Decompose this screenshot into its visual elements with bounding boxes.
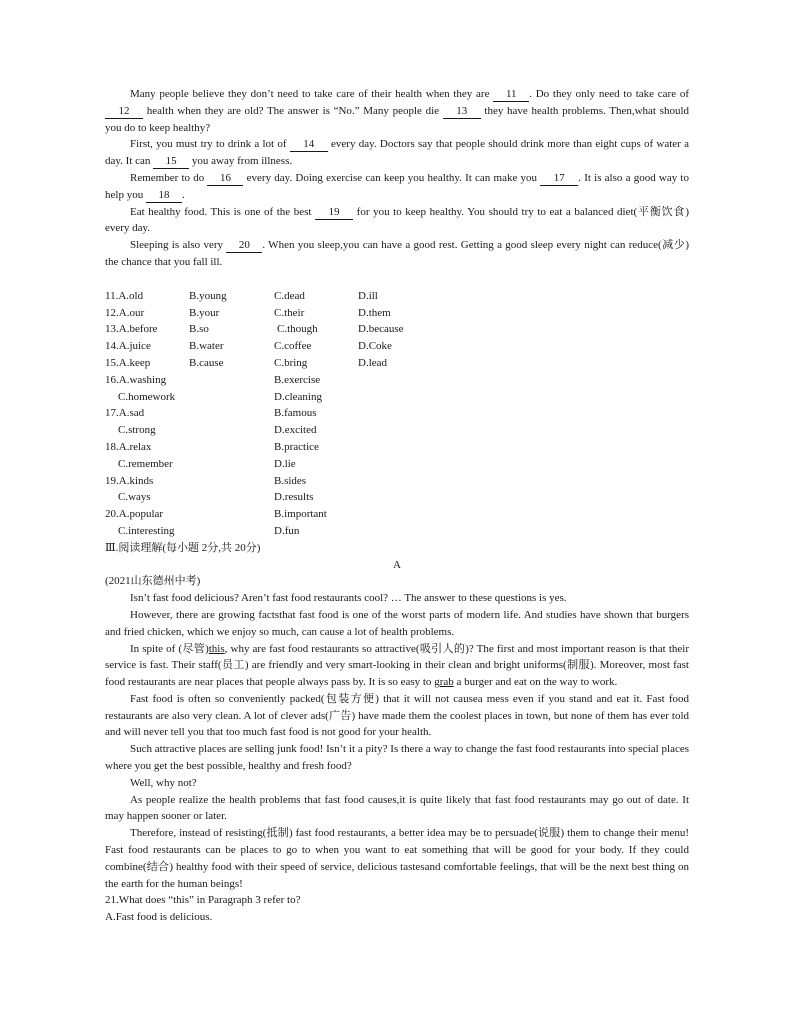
option-d: D.fun — [274, 524, 300, 537]
option-c: C.homework — [118, 390, 176, 403]
option-b: B.your — [189, 306, 220, 319]
option-d: D.lead — [358, 356, 388, 369]
option-a: 15.A.keep — [105, 356, 151, 369]
text: , why are fast food restaurants so attractive(吸引人的)? The first and most important reason is that their service is fast. Their staff(员工) are friendly and very smart-looking in their clean and bright uniforms(制服). Moreover, most fast food restaurants are near places that people always pass by. It is so easy to — [105, 642, 689, 689]
option-row — [105, 439, 689, 456]
blank-11: 11 — [493, 88, 529, 102]
reading-paragraph-4: Fast food is often so conveniently packed(包装方便) that it will not causea mess even if you stand and eat it. Fast food restaurants are also very clean. A lot of clever ads(广告) have made them the coolest places in town, but none of them has ever told and will never tell you that too much fast food is not good for your health. — [105, 692, 689, 739]
cloze-paragraph-5 — [105, 237, 689, 271]
blank-12: 12 — [105, 105, 143, 119]
underlined-this: this — [208, 642, 225, 655]
section-title: Ⅲ.阅读理解(每小题 2分,共 20分) — [105, 541, 261, 554]
blank-19: 19 — [315, 206, 353, 220]
option-row — [105, 288, 689, 305]
option-b: B.cause — [189, 356, 224, 369]
reading-paragraph-3 — [105, 641, 689, 691]
text: they have health problems. Then,what should you do to keep healthy? — [105, 104, 690, 134]
underlined-grab: grab — [434, 676, 454, 689]
option-c: C.remember — [118, 457, 173, 470]
option-d: D.ill — [358, 289, 378, 302]
option-c: C.dead — [274, 289, 305, 302]
reading-paragraph-8: Therefore, instead of resisting(抵制) fast food restaurants, a better idea may be to persuade(说服) them to change their menu! Fast food restaurants can be places to go to when you want to eat something that will be good for your body. If they could combine(结合) healthy food with their speed of service, delicious tastesand comfortable feelings, that will be the next best thing on the earth for the human beings! — [105, 827, 689, 890]
option-b: B.exercise — [274, 373, 321, 386]
text: First, you must try to drink a lot of — [130, 138, 290, 151]
option-row — [105, 338, 689, 355]
cloze-paragraph-2 — [105, 136, 689, 170]
text: health when they are old? The answer is “No.” Many people die — [143, 104, 443, 117]
option-a: 16.A.washing — [105, 373, 167, 386]
option-a: 19.A.kinds — [105, 474, 154, 487]
option-b: B.so — [189, 323, 209, 336]
option-row — [105, 506, 689, 523]
option-a: 13.A.before — [105, 323, 158, 336]
text: every day. Doctors say that people should drink more than eight cups of water a day. It can — [105, 138, 689, 168]
option-row — [105, 321, 689, 338]
passage-source: (2021山东德州中考) — [105, 575, 201, 588]
option-row — [105, 355, 689, 372]
option-b: B.practice — [274, 440, 319, 453]
option-d: D.cleaning — [274, 390, 322, 403]
option-d: D.them — [358, 306, 391, 319]
option-a: 20.A.popular — [105, 508, 164, 521]
blank-15: 15 — [153, 155, 189, 169]
text: In spite of (尽管) — [130, 642, 209, 655]
cloze-paragraph-4 — [105, 204, 689, 238]
cloze-paragraph-1 — [105, 86, 689, 136]
option-row — [105, 489, 689, 506]
option-c: C.though — [277, 323, 318, 336]
option-d: D.excited — [274, 424, 317, 437]
option-row — [105, 422, 689, 439]
reading-paragraph-5: Such attractive places are selling junk food! Isn’t it a pity? Is there a way to change the fast food restaurants into special places where you get the best possible, healthy and fresh food? — [105, 743, 689, 773]
blank-14: 14 — [290, 138, 328, 152]
cloze-paragraph-3 — [105, 170, 689, 204]
question-21: 21.What does “this” in Paragraph 3 refer to? — [105, 894, 301, 907]
text: . It is also a good way to help you — [105, 171, 689, 201]
text: you away from illness. — [189, 155, 293, 168]
blank-20: 20 — [226, 239, 262, 253]
blank-13: 13 — [443, 105, 481, 119]
option-row — [105, 372, 689, 389]
option-b: B.water — [189, 340, 224, 353]
option-row — [105, 523, 689, 540]
option-b: B.important — [274, 508, 327, 521]
option-b: B.young — [189, 289, 227, 302]
document-page — [105, 86, 689, 926]
text: . Do they only need to take care of — [529, 88, 689, 100]
option-c: C.their — [274, 306, 305, 319]
blank-16: 16 — [207, 172, 243, 186]
reading-paragraph-2: However, there are growing factsthat fast food is one of the worst parts of modern life. And studies have shown that burgers and fried chicken, which we enjoy so much, can cause a lot of health problems. — [105, 608, 689, 638]
text: Many people believe they don’t need to take care of their health when they are — [130, 88, 494, 100]
question-21-option-a: A.Fast food is delicious. — [105, 911, 213, 924]
text: Sleeping is also very — [130, 239, 227, 252]
option-d: D.results — [274, 491, 314, 504]
blank-17: 17 — [540, 172, 578, 186]
option-a: 11.A.old — [105, 289, 144, 302]
option-d: D.lie — [274, 457, 296, 470]
option-a: 14.A.juice — [105, 340, 151, 353]
option-a: 17.A.sad — [105, 407, 145, 420]
reading-paragraph-1: Isn’t fast food delicious? Aren’t fast food restaurants cool? … The answer to these questions is yes. — [130, 592, 567, 605]
reading-paragraph-6: Well, why not? — [130, 776, 197, 789]
option-b: B.sides — [274, 474, 307, 487]
passage-label: A — [393, 558, 401, 571]
option-row — [105, 305, 689, 322]
text: . When you sleep,you can have a good rest. Getting a good sleep every night can reduce(减少) the chance that you fall ill. — [105, 239, 689, 268]
reading-paragraph-7: As people realize the health problems that fast food causes,it is quite likely that fast food restaurants may go out of date. It may happen sooner or later. — [105, 793, 689, 823]
option-c: C.coffee — [274, 340, 312, 353]
option-row — [105, 456, 689, 473]
text: a burger and eat on the way to work. — [453, 676, 618, 689]
text: Eat healthy food. This is one of the best — [130, 205, 316, 218]
option-d: D.Coke — [358, 340, 392, 353]
option-c: C.bring — [274, 356, 308, 369]
text: for you to keep healthy. You should try to eat a balanced diet(平衡饮食) every day. — [105, 205, 689, 235]
option-c: C.ways — [118, 491, 151, 504]
option-a: 18.A.relax — [105, 440, 152, 453]
text: Remember to do — [130, 171, 208, 184]
option-d: D.because — [358, 323, 404, 336]
blank-18: 18 — [146, 189, 182, 203]
option-b: B.famous — [274, 407, 317, 420]
text: every day. Doing exercise can keep you healthy. It can make you — [243, 171, 541, 184]
text: . — [181, 188, 185, 201]
option-row — [105, 389, 689, 406]
option-row — [105, 473, 689, 490]
option-c: C.strong — [118, 424, 156, 437]
options-list — [105, 288, 689, 540]
option-a: 12.A.our — [105, 306, 145, 319]
option-c: C.interesting — [118, 524, 175, 537]
option-row — [105, 405, 689, 422]
